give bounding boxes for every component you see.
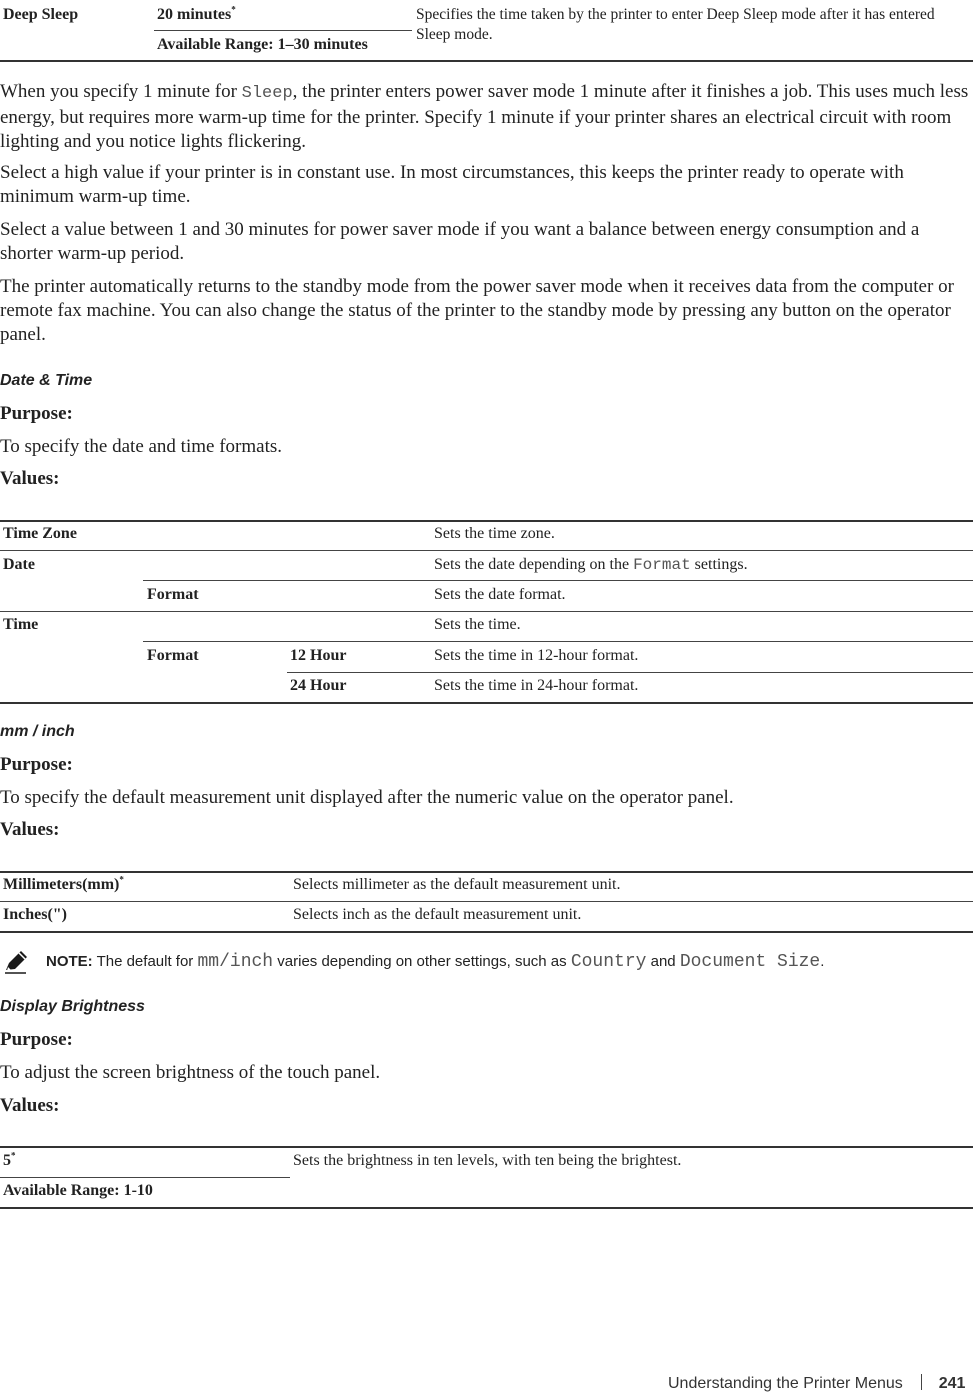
brightness-values-label: Values: (0, 1095, 60, 1116)
code-sleep: Sleep (241, 84, 293, 103)
mm-inch-purpose-label: Purpose: (0, 754, 73, 775)
row-millimeters: Millimeters(mm)* (3, 874, 124, 893)
date-time-purpose: To specify the date and time formats. (0, 436, 282, 457)
paragraph-standby: The printer automatically returns to the standby mode from the power saver mode when it receives data from the computer or remote fax machine. You can also change the status of the printer to the standby mode by pressing any button on the operator panel. (0, 276, 954, 345)
date-format-description: Sets the date format. (434, 586, 566, 603)
heading-display-brightness: Display Brightness (0, 998, 145, 1015)
date-description: Sets the date depending on the Format settings. (434, 556, 748, 574)
time-zone-description: Sets the time zone. (434, 525, 555, 542)
deep-sleep-default: 20 minutes* (157, 4, 236, 23)
brightness-purpose: To adjust the screen brightness of the touch panel. (0, 1062, 381, 1083)
time-description: Sets the time. (434, 616, 521, 633)
footer (668, 1374, 965, 1393)
row-12-hour: 12 Hour (290, 647, 347, 664)
deep-sleep-label: Deep Sleep (3, 6, 79, 23)
paragraph-sleep-1min: When you specify 1 minute for Sleep, the printer enters power saver mode 1 minute after it finishes a job. This uses much less energy, but requires more warm-up time for the printer. Specify 1 minute if your printer shares an electrical circuit with room lighting and you notice lights flickering. (0, 81, 969, 152)
date-time-purpose-label: Purpose: (0, 403, 73, 424)
heading-date-time: Date & Time (0, 372, 93, 389)
12-hour-description: Sets the time in 12-hour format. (434, 647, 639, 664)
page-number: 241 (938, 1375, 966, 1392)
row-date: Date (3, 556, 35, 573)
note-pencil-icon (4, 950, 30, 979)
mm-inch-values-label: Values: (0, 819, 60, 840)
note-mm-inch: NOTE: The default for mm/inch varies depending on other settings, such as Country and Document Size. (46, 952, 825, 972)
mm-inch-purpose: To specify the default measurement unit displayed after the numeric value on the operator panel. (0, 787, 734, 808)
heading-mm-inch: mm / inch (0, 723, 75, 740)
millimeters-description: Selects millimeter as the default measurement unit. (293, 876, 621, 893)
paragraph-balance: Select a value between 1 and 30 minutes for power saver mode if you want a balance between energy consumption and a shorter warm-up period. (0, 219, 920, 264)
deep-sleep-range: Available Range: 1–30 minutes (157, 36, 368, 53)
row-time: Time (3, 616, 39, 633)
brightness-description: Sets the brightness in ten levels, with ten being the brightest. (293, 1152, 682, 1169)
brightness-default: 5* (3, 1150, 16, 1169)
footer-section-title: Understanding the Printer Menus (668, 1375, 903, 1392)
row-inches: Inches(") (3, 906, 67, 923)
row-date-format: Format (147, 586, 199, 603)
paragraph-high-value: Select a high value if your printer is in constant use. In most circumstances, this keeps the printer ready to operate with minimum warm-up time. (0, 162, 904, 207)
date-time-values-label: Values: (0, 468, 60, 489)
row-time-zone: Time Zone (3, 525, 77, 542)
deep-sleep-description: Specifies the time taken by the printer to enter Deep Sleep mode after it has entered Sleep mode. (416, 6, 935, 43)
24-hour-description: Sets the time in 24-hour format. (434, 677, 639, 694)
inches-description: Selects inch as the default measurement unit. (293, 906, 582, 923)
brightness-purpose-label: Purpose: (0, 1029, 73, 1050)
row-time-format: Format (147, 647, 199, 664)
brightness-range: Available Range: 1-10 (3, 1182, 153, 1199)
row-24-hour: 24 Hour (290, 677, 347, 694)
